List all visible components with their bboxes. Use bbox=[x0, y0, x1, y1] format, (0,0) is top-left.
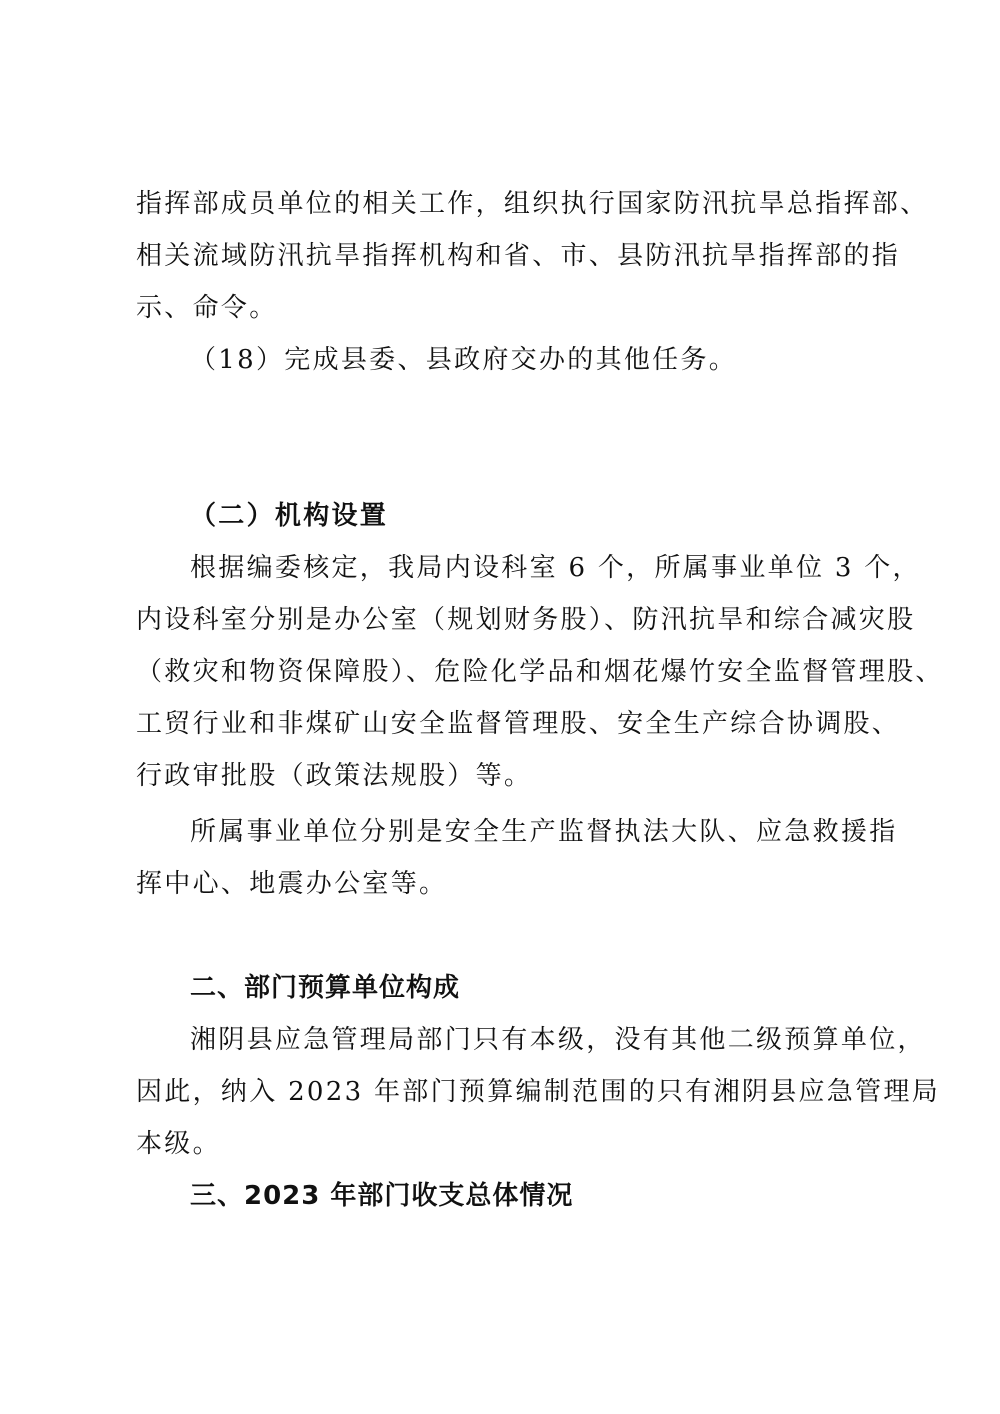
paragraph-line: 示、命令。 bbox=[136, 293, 278, 323]
paragraph-line: 工贸行业和非煤矿山安全监督管理股、安全生产综合协调股、 bbox=[136, 709, 901, 739]
paragraph-line: （救灾和物资保障股）、危险化学品和烟花爆竹安全监督管理股、 bbox=[136, 657, 944, 687]
paragraph-line: 湘阴县应急管理局部门只有本级，没有其他二级预算单位， bbox=[190, 1025, 926, 1055]
paragraph-line: 相关流域防汛抗旱指挥机构和省、市、县防汛抗旱指挥部的指 bbox=[136, 241, 901, 271]
paragraph-line: 因此，纳入 2023 年部门预算编制范围的只有湘阴县应急管理局 bbox=[136, 1077, 940, 1107]
paragraph-line: 根据编委核定，我局内设科室 6 个，所属事业单位 3 个， bbox=[190, 553, 921, 583]
paragraph-line: 本级。 bbox=[136, 1129, 221, 1159]
paragraph-line: （18）完成县委、县政府交办的其他任务。 bbox=[190, 345, 738, 375]
paragraph-line: 内设科室分别是办公室（规划财务股）、防汛抗旱和综合减灾股 bbox=[136, 605, 916, 635]
paragraph-line: 指挥部成员单位的相关工作，组织执行国家防汛抗旱总指挥部、 bbox=[136, 189, 929, 219]
section-heading: 三、2023 年部门收支总体情况 bbox=[190, 1181, 574, 1211]
paragraph-line: 挥中心、地震办公室等。 bbox=[136, 869, 448, 899]
paragraph-line: 所属事业单位分别是安全生产监督执法大队、应急救援指 bbox=[190, 817, 898, 847]
paragraph-line: 行政审批股（政策法规股）等。 bbox=[136, 761, 533, 791]
section-heading: 二、部门预算单位构成 bbox=[190, 973, 461, 1003]
section-heading: （二）机构设置 bbox=[190, 501, 389, 531]
